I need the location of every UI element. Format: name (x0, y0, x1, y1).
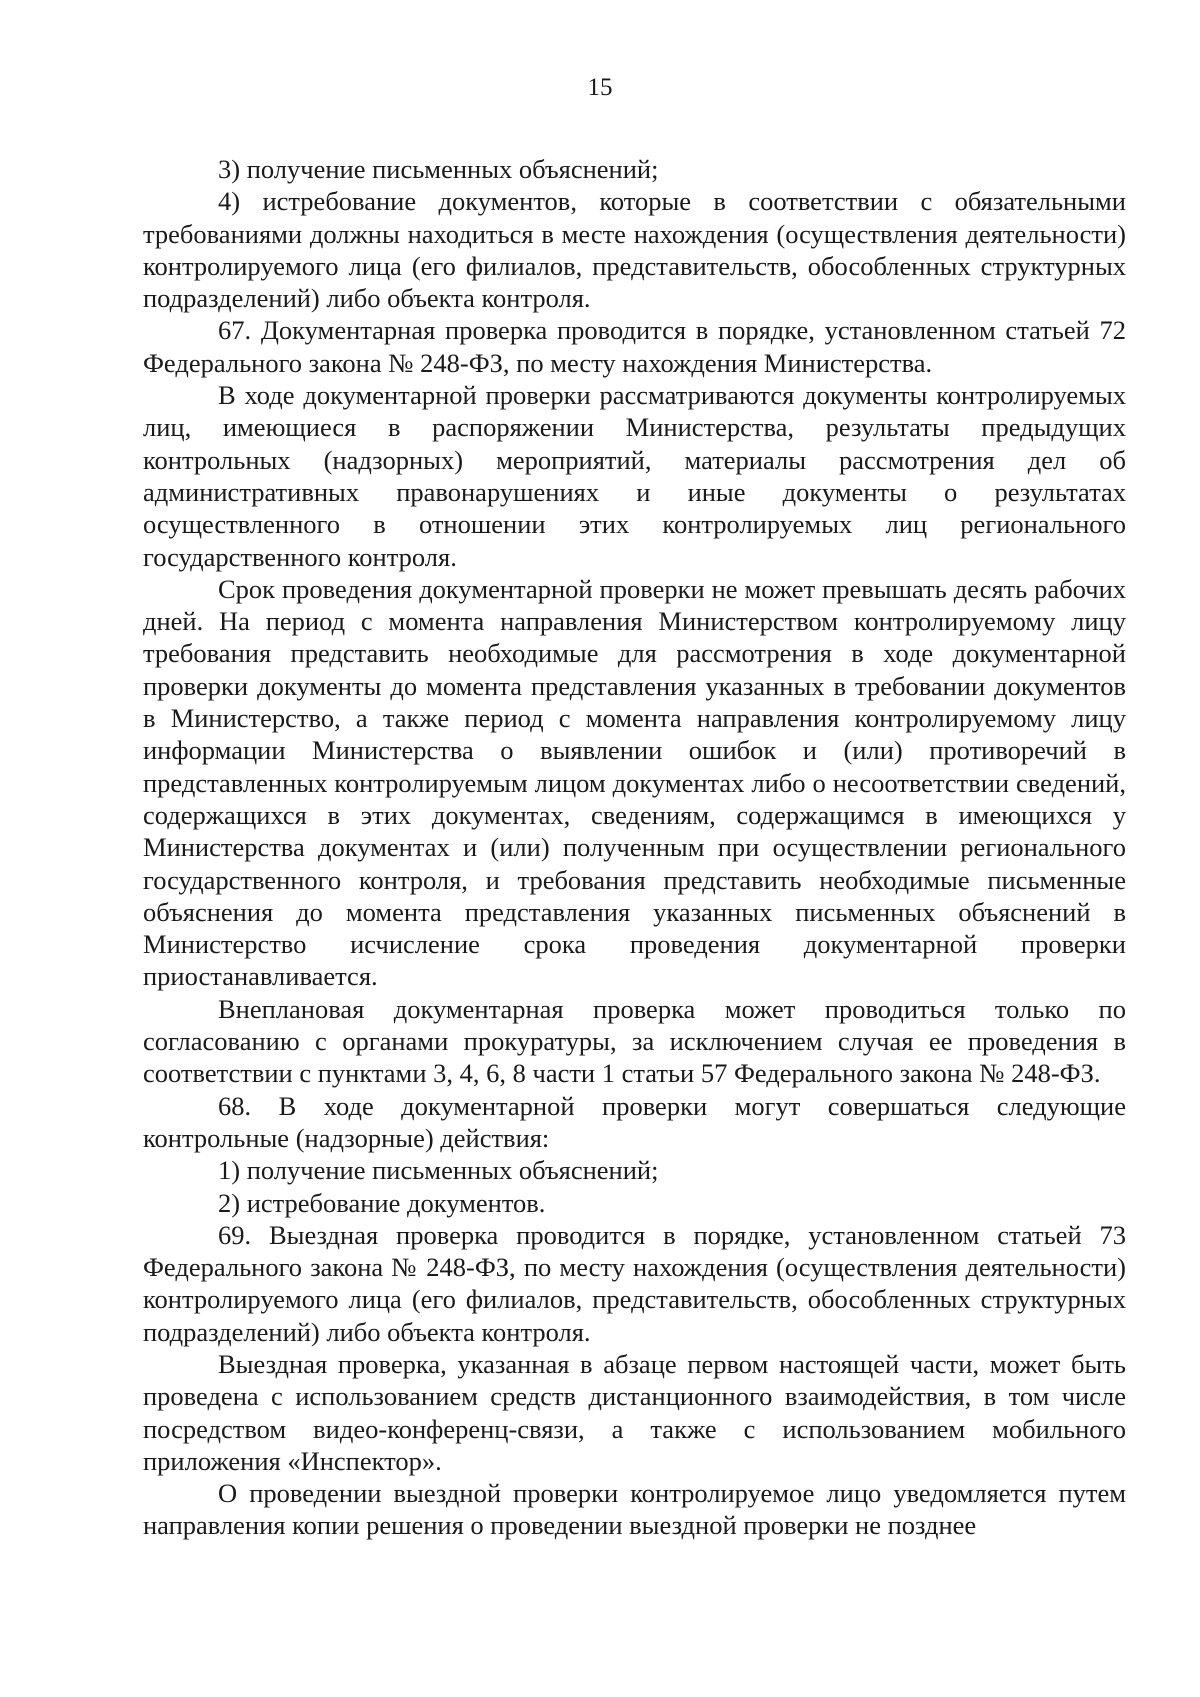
page-number: 15 (587, 74, 613, 101)
paragraph-68: 68. В ходе документарной проверки могут совершаться следующие контрольные (надзорные) действия: (143, 1090, 1126, 1153)
document-body (143, 153, 1126, 1542)
paragraph-67: 67. Документарная проверка проводится в порядке, установленном статьей 72 Федерального закона № 248-ФЗ, по месту нахождения Министерства. (143, 315, 1126, 378)
paragraph-item-3: 3) получение письменных объяснений; (218, 154, 659, 184)
paragraph-item-4: 4) истребование документов, которые в соответствии с обязательными требованиями должны находиться в месте нахождения (осуществления деятельности) контролируемого лица (его филиалов, представительств, обособленных структурных подразделений) либо объекта контроля. (143, 186, 1126, 314)
paragraph-69-notification: О проведении выездной проверки контролируемое лицо уведомляется путем направления копии решения о проведении выездной проверки не позднее (143, 1478, 1126, 1541)
paragraph-68-item-2: 2) истребование документов. (218, 1187, 546, 1218)
paragraph-69-remote: Выездная проверка, указанная в абзаце первом настоящей части, может быть проведена с использованием средств дистанционного взаимодействия, в том числе посредством видео-конференц-связи, а также с использованием мобильного приложения «Инспектор». (143, 1348, 1126, 1476)
paragraph-67-review-scope: В ходе документарной проверки рассматриваются документы контролируемых лиц, имеющиеся в распоряжении Министерства, результаты предыдущих контрольных (надзорных) мероприятий, материалы рассмотрения дел об административных правонарушениях и иные документы о результатах осуществленного в отношении этих контролируемых лиц регионального государственного контроля. (143, 380, 1126, 572)
paragraph-69: 69. Выездная проверка проводится в порядке, установленном статьей 73 Федерального закона № 248-ФЗ, по месту нахождения (осуществления деятельности) контролируемого лица (его филиалов, представительств, обособленных структурных подразделений) либо объекта контроля. (143, 1219, 1126, 1347)
paragraph-67-unscheduled: Внеплановая документарная проверка может проводиться только по согласованию с органами прокуратуры, за исключением случая ее проведения в соответствии с пунктами 3, 4, 6, 8 части 1 статьи 57 Федерального закона № 248-ФЗ. (143, 993, 1126, 1089)
paragraph-68-item-1: 1) получение письменных объяснений; (218, 1155, 659, 1186)
paragraph-67-duration: Срок проведения документарной проверки не может превышать десять рабочих дней. На период с момента направления Министерством контролируемому лицу требования представить необходимые для рассмотрения в ходе документарной проверки документы до момента представления указанных в требовании документов в Министерство, а также период с момента направления контролируемому лицу информации Министерства о выявлении ошибок и (или) противоречий в представленных контролируемым лицом документах либо о несоответствии сведений, содержащихся в этих документах, сведениям, содержащимся в имеющихся у Министерства документах и (или) полученным при осуществлении регионального государственного контроля, и требования представить необходимые письменные объяснения до момента представления указанных письменных объяснений в Министерство исчисление срока проведения документарной проверки приостанавливается. (143, 573, 1126, 992)
